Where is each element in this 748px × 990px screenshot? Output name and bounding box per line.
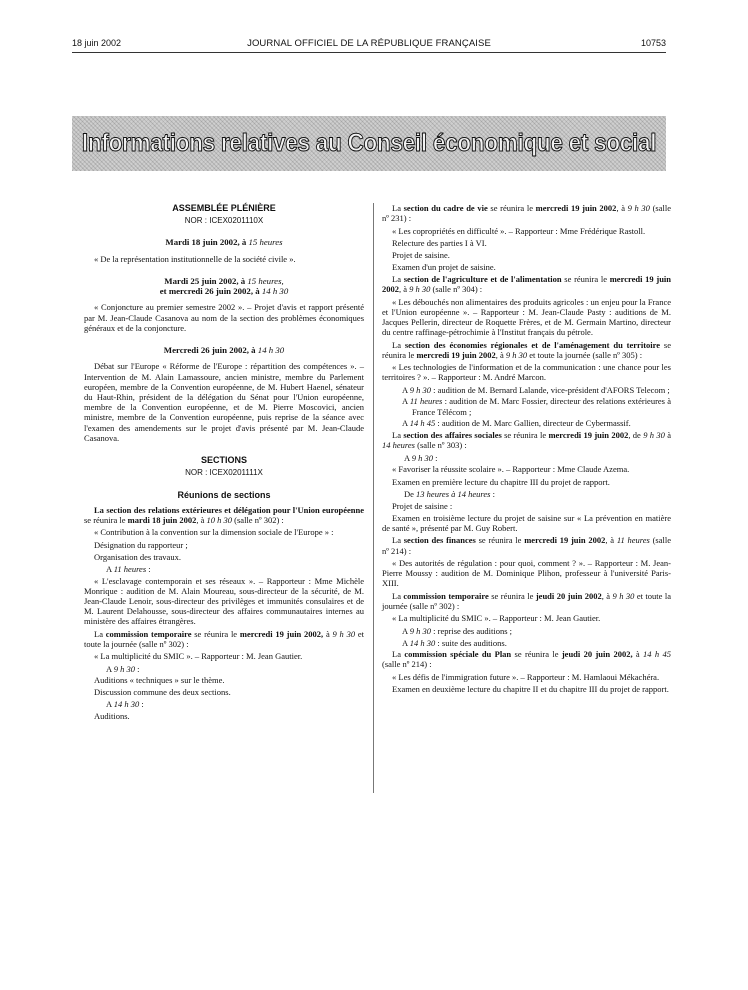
- meeting-topic: « L'esclavage contemporain et ses réseaux ». – Rapporteur : Mme Michèle Monrique : audition de M. Alain Moureau, sous-directeur de la sécurité, de M. Jean-Claude Lenoir, sous-directeur des privilèges et immunités consulaires et de M. Laurent Delahousse, sous-directeur des affaires communautaires internes au ministère des affaires étrangères.: [84, 575, 364, 627]
- session-text-2: « Conjoncture au premier semestre 2002 ». – Projet d'avis et rapport présenté par M. Jean-Claude Casanova au nom de la section des problèmes économiques généraux et de la conjoncture.: [84, 302, 364, 333]
- meeting-topic: « Favoriser la réussite scolaire ». – Rapporteur : Mme Claude Azema.: [392, 464, 630, 475]
- meeting-topic: « Les débouchés non alimentaires des produits agricoles : un enjeu pour la France et l'Union européenne ». – Rapporteur : M. Jean-Claude Pasty : auditions de M. Jacques Pellerin, directeur de Roquette Frères, et de M. Germain Martino, directeur du centre raffinage-pétrochimie à l'Institut français du pétrole.: [382, 296, 671, 338]
- meeting-temporary-commission: La commission temporaire se réunira le mercredi 19 juin 2002, à 9 h 30 et toute la journée (salle nº 302) :: [84, 628, 364, 649]
- agenda-item: Organisation des travaux.: [94, 551, 181, 562]
- left-column: [84, 203, 364, 723]
- meeting-topic: « La multiplicité du SMIC ». – Rapporteur : M. Jean Gautier.: [392, 613, 601, 624]
- time-slot: A 14 h 45 : audition de M. Marc Gallien, directeur de Cybermassif.: [402, 418, 631, 429]
- time-slot: De 13 heures à 14 heures :: [404, 489, 495, 500]
- agenda-item: Examen en deuxième lecture du chapitre II et du chapitre III du projet de rapport.: [392, 684, 669, 695]
- session-text-1: « De la représentation institutionnelle de la société civile ».: [94, 253, 296, 264]
- meeting-temporary-commission-2: La commission temporaire se réunira le jeudi 20 juin 2002, à 9 h 30 et toute la journée (salle nº 302) :: [382, 590, 671, 612]
- time-slot: A 11 heures : audition de M. Marc Fossier, directeur des relations extérieures à France Télécom ;: [402, 396, 671, 417]
- header-date: 18 juin 2002: [72, 38, 122, 48]
- header-rule: [72, 52, 666, 53]
- time-slot: A 9 h 30 :: [106, 663, 140, 674]
- session-date-2a: Mardi 25 juin 2002, à 15 heures,: [164, 276, 284, 286]
- time-slot: A 9 h 30 :: [404, 452, 438, 463]
- meeting-plan-commission: La commission spéciale du Plan se réunira le jeudi 20 juin 2002, à 14 h 45 (salle nº 214) :: [382, 649, 671, 670]
- page-header: [72, 38, 666, 52]
- meeting-topic: « La multiplicité du SMIC ». – Rapporteur : M. Jean Gautier.: [94, 651, 303, 662]
- meeting-topic: « Les copropriétés en difficulté ». – Rapporteur : Mme Frédérique Rastoll.: [392, 225, 646, 236]
- agenda-item: Désignation du rapporteur ;: [94, 539, 188, 550]
- time-slot: A 14 h 30 : suite des auditions.: [402, 637, 507, 648]
- agenda-item: Auditions.: [94, 711, 130, 722]
- session-text-3: Débat sur l'Europe « Réforme de l'Europe : répartition des compétences ». – Intervention de M. Alain Lamassoure, ancien ministre, membre du Parlement européen, membre de la Convention européenne, de M. Hubert Haenel, sénateur du Haut-Rhin, président de la délégation du Sénat pour l'Union européenne, membre de la Convention européenne, et de M. Pierre Moscovici, ancien ministre, membre de la Convention européenne, puis reprise de la séance avec l'examen des amendements sur le projet d'avis présenté par M. Jean-Claude Casanova.: [84, 361, 364, 443]
- meeting-living-environment: La section du cadre de vie se réunira le mercredi 19 juin 2002, à 9 h 30 (salle nº 231) :: [382, 203, 671, 224]
- agenda-item: Relecture des parties I à VI.: [392, 237, 487, 248]
- meeting-external-relations: La section des relations extérieures et délégation pour l'Union européenne se réunira le mardi 18 juin 2002, à 10 h 30 (salle nº 302) :: [84, 504, 364, 526]
- banner-title: Informations relatives au Conseil économique et social: [81, 129, 657, 157]
- time-slot: A 14 h 30 :: [106, 699, 144, 710]
- agenda-item: Examen en première lecture du chapitre III du projet de rapport.: [392, 476, 610, 487]
- agenda-item: Projet de saisine.: [392, 249, 450, 260]
- meeting-regional-economies: La section des économies régionales et de l'aménagement du territoire se réunira le mercredi 19 juin 2002, à 9 h 30 et toute la journée (salle nº 305) :: [382, 339, 671, 360]
- sections-nor: NOR : ICEX0201111X: [185, 468, 263, 478]
- column-divider: [373, 203, 374, 793]
- session-date-3: Mercredi 26 juin 2002, à 14 h 30: [163, 345, 285, 356]
- agenda-item: Discussion commune des deux sections.: [94, 687, 231, 698]
- session-date-2b: et mercredi 26 juin 2002, à 14 h 30: [159, 286, 289, 297]
- meeting-finances: La section des finances se réunira le mercredi 19 juin 2002, à 11 heures (salle nº 214) :: [382, 535, 671, 556]
- sections-heading: SECTIONS: [200, 455, 247, 466]
- agenda-item: Examen en troisième lecture du projet de saisine sur « La prévention en matière de santé », présenté par M. Guy Robert.: [382, 512, 671, 534]
- time-slot: A 9 h 30 : audition de M. Bernard Lalande, vice-président d'AFORS Telecom ;: [402, 384, 670, 395]
- header-page-number: 10753: [640, 38, 666, 48]
- section-banner: [72, 116, 666, 171]
- agenda-item: Examen d'un projet de saisine.: [392, 261, 496, 272]
- session-date-1: Mardi 18 juin 2002, à 15 heures: [165, 237, 283, 248]
- header-journal-title: JOURNAL OFFICIEL DE LA RÉPUBLIQUE FRANÇAISE: [247, 38, 491, 49]
- meeting-topic: « Les technologies de l'information et de la communication : une chance pour les territoires ? ». – Rapporteur : M. André Marcon.: [382, 362, 671, 383]
- meeting-topic: « Contribution à la convention sur la dimension sociale de l'Europe » :: [94, 527, 334, 538]
- agenda-item: Projet de saisine :: [392, 500, 453, 511]
- time-slot: A 11 heures :: [106, 563, 151, 574]
- meeting-topic: « Des autorités de régulation : pour quoi, comment ? ». – Rapporteur : M. Jean-Pierre Moussy : audition de M. Dominique Plihon, professeur à l'université Paris-XIII.: [382, 558, 671, 589]
- meeting-topic: « Les défis de l'immigration future ». – Rapporteur : M. Hamlaoui Mékachéra.: [392, 671, 660, 682]
- time-slot: A 9 h 30 : reprise des auditions ;: [402, 625, 513, 636]
- right-column: [382, 203, 671, 697]
- assembly-nor: NOR : ICEX0201110X: [184, 216, 264, 226]
- assembly-heading: ASSEMBLÉE PLÉNIÈRE: [172, 203, 276, 213]
- meetings-heading: Réunions de sections: [177, 489, 271, 500]
- agenda-item: Auditions « techniques » sur le thème.: [94, 675, 225, 686]
- meeting-agriculture: La section de l'agriculture et de l'alimentation se réunira le mercredi 19 juin 2002, à 9 h 30 (salle nº 304) :: [382, 273, 672, 295]
- meeting-social-affairs: La section des affaires sociales se réunira le mercredi 19 juin 2002, de 9 h 30 à 14 heures (salle nº 303) :: [382, 430, 671, 451]
